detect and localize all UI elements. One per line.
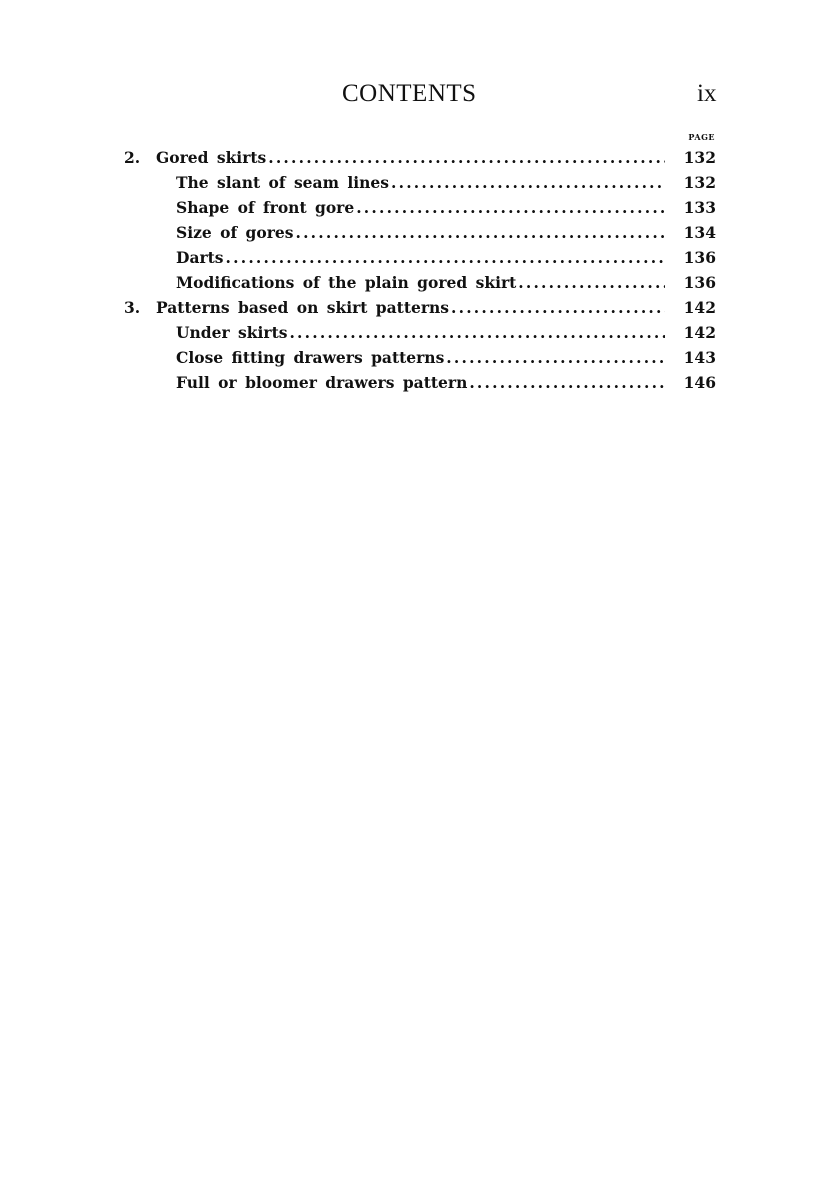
- toc-entry-line: [176, 320, 665, 345]
- toc-entry-page: 142: [683, 323, 716, 342]
- toc-entry-page: 136: [683, 248, 716, 267]
- toc-entry-title: The slant of seam lines: [176, 173, 390, 192]
- toc-entry-page: 143: [683, 348, 716, 367]
- toc-entry-title: Size of gores: [176, 223, 294, 242]
- dot-leader: [226, 245, 665, 270]
- toc-entry-line: [176, 270, 665, 295]
- dot-leader: [451, 295, 665, 320]
- toc-entry-line: [176, 220, 665, 245]
- toc-entry: [0, 245, 840, 270]
- toc-entry-page: 133: [683, 198, 716, 217]
- toc-entry: [0, 145, 840, 170]
- toc-entry: [0, 320, 840, 345]
- dot-leader: [268, 145, 665, 170]
- dot-leader: [391, 170, 665, 195]
- page-column-label: PAGE: [688, 132, 715, 142]
- toc-entry-page: 146: [683, 373, 716, 392]
- toc-entry: [0, 270, 840, 295]
- dot-leader: [518, 270, 665, 295]
- page-header: [0, 80, 840, 112]
- toc-entry: [0, 170, 840, 195]
- toc-entry-page: 136: [683, 273, 716, 292]
- toc-entry-title: Modifications of the plain gored skirt: [176, 273, 517, 292]
- toc-entry-title: Gored skirts: [156, 148, 267, 167]
- toc-entry-page: 142: [683, 298, 716, 317]
- toc-entry-line: [156, 145, 665, 170]
- toc-entry-line: [176, 345, 665, 370]
- toc-entry-page: 134: [683, 223, 716, 242]
- dot-leader: [356, 195, 665, 220]
- toc-entry-number: 3.: [124, 298, 141, 317]
- dot-leader: [446, 345, 665, 370]
- toc-entry: [0, 295, 840, 320]
- toc-entry-title: Patterns based on skirt patterns: [156, 298, 450, 317]
- toc-entry-line: [176, 370, 665, 395]
- page-title: CONTENTS: [342, 80, 477, 107]
- toc-entry-title: Darts: [176, 248, 224, 267]
- toc-entry-page: 132: [683, 173, 716, 192]
- dot-leader: [469, 370, 665, 395]
- toc-entry-title: Full or bloomer drawers pattern: [176, 373, 468, 392]
- toc-entry-line: [176, 170, 665, 195]
- toc-entry-page: 132: [683, 148, 716, 167]
- toc-entry-title: Shape of front gore: [176, 198, 355, 217]
- dot-leader: [289, 320, 665, 345]
- toc-entry-line: [176, 245, 665, 270]
- toc-entry: [0, 370, 840, 395]
- toc-entry: [0, 195, 840, 220]
- dot-leader: [295, 220, 665, 245]
- page-number: ix: [697, 80, 717, 107]
- toc-entry: [0, 220, 840, 245]
- toc-entry-line: [156, 295, 665, 320]
- toc-entry-number: 2.: [124, 148, 141, 167]
- toc-entry-title: Close fitting drawers patterns: [176, 348, 445, 367]
- toc-entry-line: [176, 195, 665, 220]
- toc-entry-title: Under skirts: [176, 323, 288, 342]
- toc-entry: [0, 345, 840, 370]
